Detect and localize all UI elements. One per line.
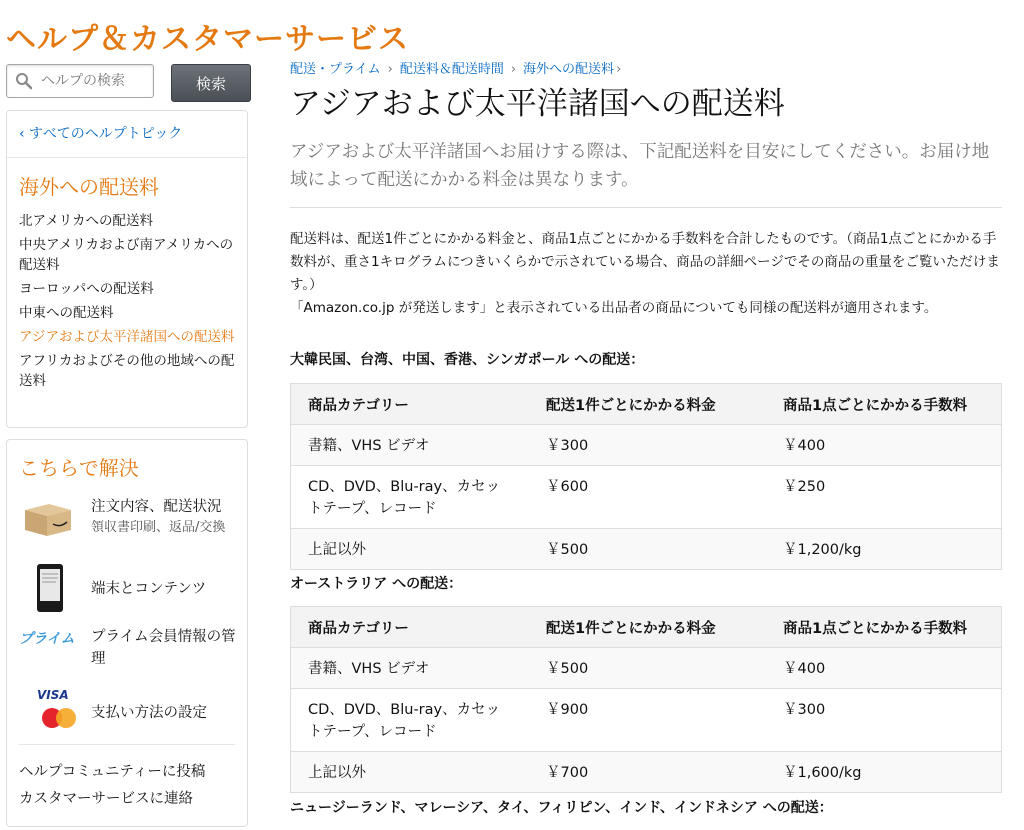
sidebar-item-africa-other[interactable]: アフリカおよびその他の地域への配送料 (19, 353, 235, 389)
page-header-title: ヘルプ＆カスタマーサービス (6, 22, 409, 57)
payment-shortcut[interactable] (19, 688, 241, 738)
payment-shortcut-label: 支払い方法の設定 (91, 705, 207, 721)
table-row (291, 425, 1002, 466)
table-cell: 書籍、VHS ビデオ (291, 425, 530, 466)
package-box-icon (19, 494, 81, 544)
breadcrumb-item-shipping-rates[interactable]: 配送料＆配送時間 (399, 62, 504, 77)
table-cell: ￥1,200/kg (766, 529, 1002, 570)
visa-logo-text: VISA (37, 688, 69, 702)
prime-logo (19, 626, 81, 676)
credit-card-icon (19, 688, 81, 738)
table-cell: ￥700 (529, 752, 766, 793)
table-cell: CD、DVD、Blu-ray、カセットテープ、レコード (291, 466, 530, 529)
orders-shortcut-sublabel: 領収書印刷、返品/交換 (91, 520, 226, 535)
breadcrumb (290, 58, 628, 77)
table-cell: ￥300 (529, 425, 766, 466)
column-header-per-shipment: 配送1件ごとにかかる料金 (529, 607, 766, 648)
table-cell: ￥500 (529, 529, 766, 570)
prime-shortcut[interactable] (19, 626, 241, 676)
divider (19, 744, 235, 745)
search-icon (15, 72, 33, 90)
self-service-title: こちらで解決 (19, 456, 139, 480)
table-cell: CD、DVD、Blu-ray、カセットテープ、レコード (291, 689, 530, 752)
table-cell: 書籍、VHS ビデオ (291, 648, 530, 689)
seller-note-text: 「Amazon.co.jp が発送します」と表示されている出品者の商品についても同様の配送料が適用されます。 (290, 300, 938, 316)
search-button[interactable]: 検索 (171, 64, 251, 102)
sidebar-nav-list (19, 211, 241, 395)
sidebar-item-central-south-america[interactable]: 中央アメリカおよび南アメリカへの配送料 (19, 237, 234, 273)
devices-shortcut[interactable] (19, 564, 241, 614)
table-cell: ￥400 (766, 648, 1002, 689)
table-cell: ￥300 (766, 689, 1002, 752)
sidebar-item-europe[interactable]: ヨーロッパへの配送料 (19, 281, 154, 297)
table-cell: ￥250 (766, 466, 1002, 529)
orders-shortcut-label: 注文内容、配送状況 (91, 499, 222, 515)
table-row (291, 466, 1002, 529)
sidebar-section-title: 海外への配送料 (19, 175, 159, 199)
contact-customer-service-link[interactable]: カスタマーサービスに連絡 (19, 791, 193, 807)
divider (290, 207, 1002, 208)
shipping-explanation (290, 228, 1002, 320)
table-row (291, 529, 1002, 570)
help-community-link[interactable]: ヘルプコミュニティーに投稿 (19, 764, 206, 780)
table-cell: ￥500 (529, 648, 766, 689)
column-header-per-shipment: 配送1件ごとにかかる料金 (529, 384, 766, 425)
region-heading-southeast-asia-oceania: ニュージーランド、マレーシア、タイ、フィリピン、インド、インドネシア への配送： (290, 800, 833, 816)
sidebar-item-asia-pacific[interactable]: アジアおよび太平洋諸国への配送料 (19, 329, 235, 345)
page-title: アジアおよび太平洋諸国への配送料 (290, 86, 785, 122)
divider (7, 157, 247, 158)
table-row (291, 752, 1002, 793)
table-cell: ￥600 (529, 466, 766, 529)
search-input[interactable] (39, 72, 148, 90)
region-heading-east-asia: 大韓民国、台湾、中国、香港、シンガポール への配送： (290, 352, 645, 368)
table-cell: ￥1,600/kg (766, 752, 1002, 793)
shipping-explanation-text: 配送料は、配送1件ごとにかかる料金と、商品1点ごとにかかる手数料を合計したものです。（商品1点ごとにかかる手数料が、重さ1キログラムにつきいくらかで示されている場合、商品の詳細ページでその商品の重量をご覧いただけます。） (290, 231, 1000, 293)
table-cell: 上記以外 (291, 752, 530, 793)
chevron-right-icon: › (387, 62, 393, 77)
kindle-device-icon (19, 564, 81, 614)
shipping-rate-table-east-asia (290, 383, 1002, 570)
table-cell: 上記以外 (291, 529, 530, 570)
table-row (291, 648, 1002, 689)
prime-shortcut-label: プライム会員情報の管理 (91, 629, 236, 667)
self-service-panel (6, 439, 248, 827)
devices-shortcut-label: 端末とコンテンツ (91, 581, 207, 597)
table-row (291, 689, 1002, 752)
breadcrumb-item-shipping-prime[interactable]: 配送・プライム (290, 62, 381, 77)
shipping-rate-table-australia (290, 606, 1002, 793)
page-intro: アジアおよび太平洋諸国へお届けする際は、下記配送料を目安にしてください。お届け地域によって配送にかかる料金は異なります。 (290, 142, 990, 190)
region-heading-australia: オーストラリア への配送： (290, 576, 463, 592)
prime-logo-text: プライム (19, 631, 75, 647)
sidebar-item-middle-east[interactable]: 中東への配送料 (19, 305, 114, 321)
search-input-box[interactable] (6, 64, 154, 98)
column-header-category: 商品カテゴリー (291, 384, 530, 425)
all-help-topics-link[interactable]: ‹ すべてのヘルプトピック (19, 126, 183, 142)
chevron-right-icon: › (510, 62, 517, 77)
breadcrumb-item-international[interactable]: 海外への配送料 (523, 62, 615, 77)
orders-shortcut[interactable] (19, 494, 241, 544)
sidebar-topic-panel (6, 110, 248, 428)
table-cell: ￥900 (529, 689, 766, 752)
table-cell: ￥400 (766, 425, 1002, 466)
chevron-right-icon: › (616, 62, 622, 77)
sidebar-item-north-america[interactable]: 北アメリカへの配送料 (19, 213, 154, 229)
column-header-category: 商品カテゴリー (291, 607, 530, 648)
column-header-per-item: 商品1点ごとにかかる手数料 (766, 607, 1002, 648)
column-header-per-item: 商品1点ごとにかかる手数料 (766, 384, 1002, 425)
